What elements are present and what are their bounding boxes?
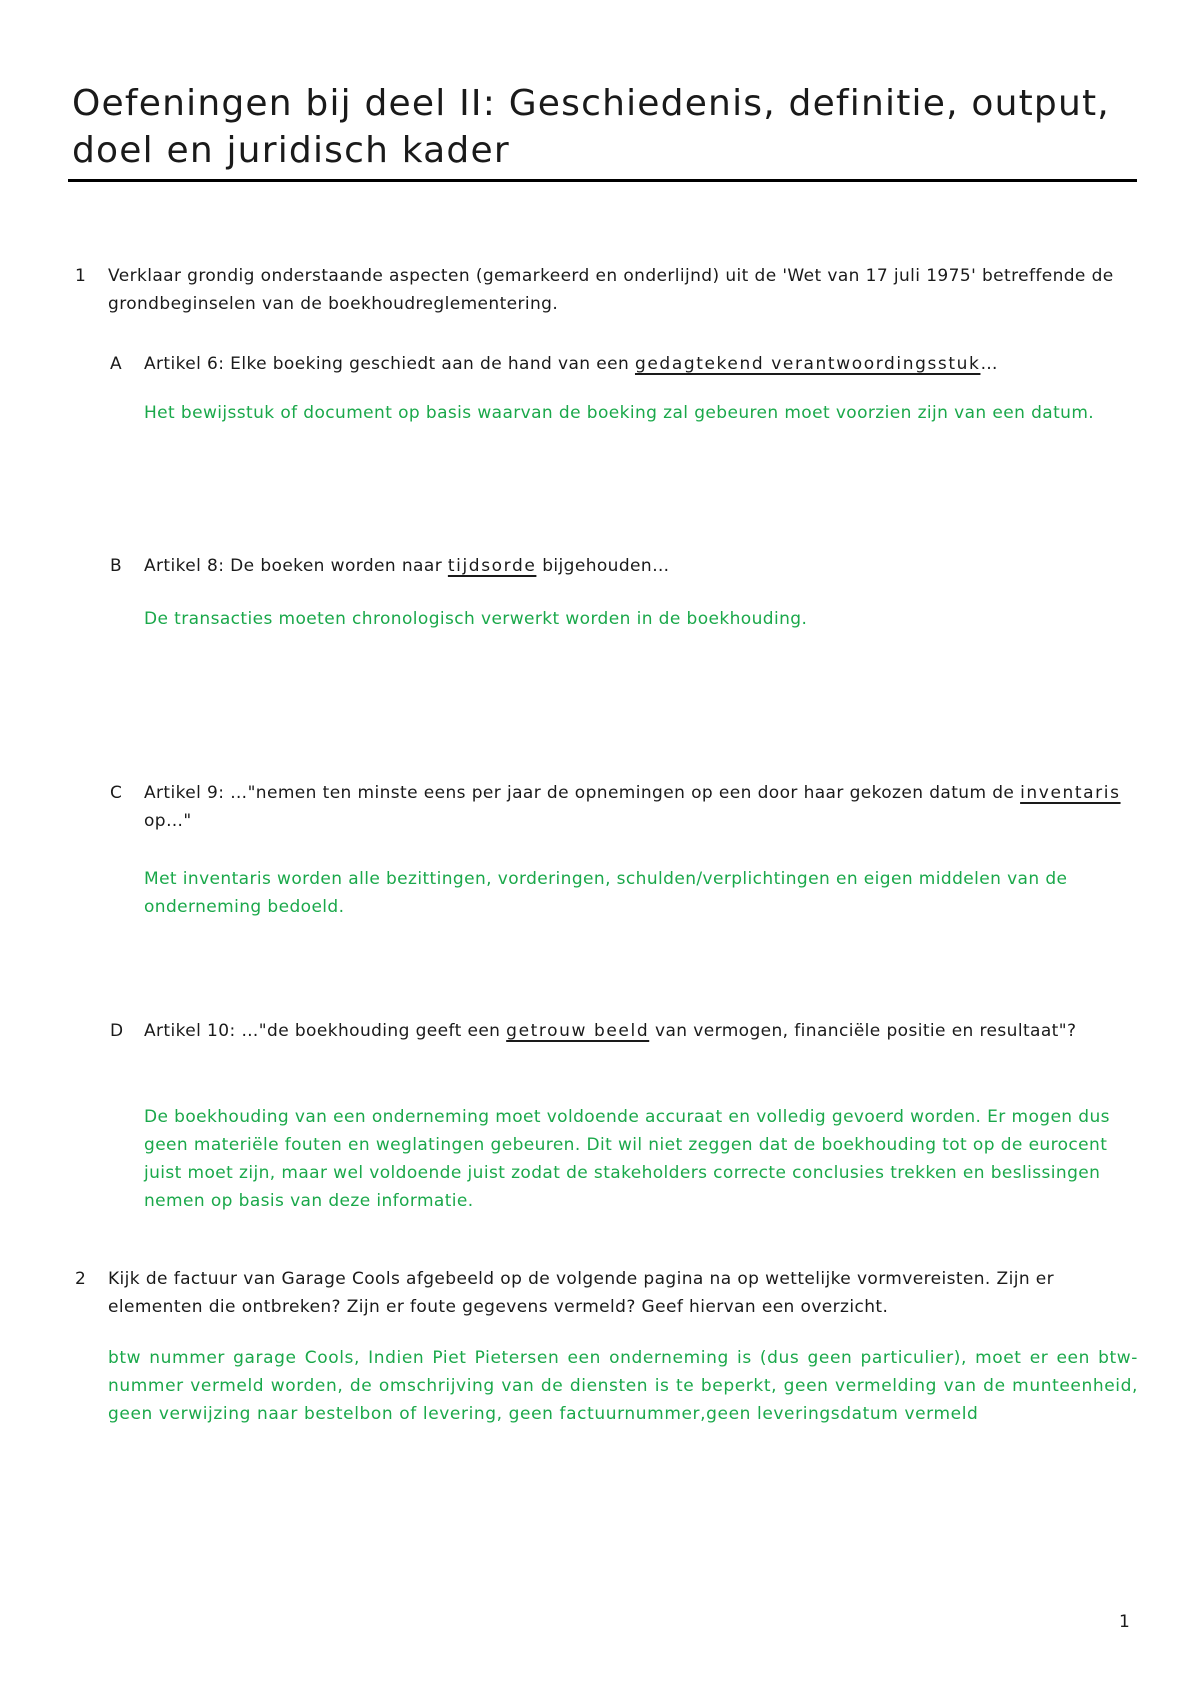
question-1-number: 1 xyxy=(75,266,86,286)
item-c-letter: C xyxy=(110,783,122,803)
item-d-letter: D xyxy=(110,1021,124,1041)
item-d-text-end: van vermogen, financiële positie en resultaat"? xyxy=(649,1021,1077,1041)
item-d-question xyxy=(144,1017,1139,1045)
item-b-question xyxy=(144,552,1139,580)
item-c-underlined-term: inventaris xyxy=(1020,783,1121,803)
item-a-underlined-term: gedagtekend verantwoordingsstuk xyxy=(634,354,981,374)
item-a-letter: A xyxy=(110,354,122,374)
question-2-text: Kijk de factuur van Garage Cools afgebeeld op de volgende pagina na op wettelijke vormvereisten. Zijn er elementen die ontbreken? Zijn er foute gegevens vermeld? Geef hiervan een overzicht. xyxy=(108,1269,1055,1317)
item-c-text-end: op…" xyxy=(144,811,192,831)
item-b-answer: De transacties moeten chronologisch verwerkt worden in de boekhouding. xyxy=(144,609,808,629)
item-d-underlined-term: getrouw beeld xyxy=(506,1021,650,1041)
item-d-answer: De boekhouding van een onderneming moet voldoende accuraat en volledig gevoerd worden. Er mogen dus geen materiële fouten en weglatingen gebeuren. Dit wil niet zeggen dat de boekhouding tot op de eurocent juist moet zijn, maar wel voldoende juist zodat de stakeholders correcte conclusies trekken en beslissingen nemen op basis van deze informatie. xyxy=(144,1107,1110,1211)
item-b-text: Artikel 8: De boeken worden naar xyxy=(144,556,448,576)
title-rule xyxy=(68,179,1137,182)
question-1-text: Verklaar grondig onderstaande aspecten (gemarkeerd en onderlijnd) uit de 'Wet van 17 juli 1975' betreffende de grondbeginselen van de boekhoudreglementering. xyxy=(108,266,1114,314)
item-c-text: Artikel 9: …"nemen ten minste eens per jaar de opnemingen op een door haar gekozen datum de xyxy=(144,783,1021,803)
item-a-text: Artikel 6: Elke boeking geschiedt aan de hand van een xyxy=(144,354,635,374)
item-a-answer: Het bewijsstuk of document op basis waarvan de boeking zal gebeuren moet voorzien zijn van een datum. xyxy=(144,403,1095,423)
question-2-answer: btw nummer garage Cools, Indien Piet Pietersen een onderneming is (dus geen particulier), moet er een btw-nummer vermeld worden, de omschrijving van de diensten is te beperkt, geen vermelding van de munteenheid, geen verwijzing naar bestelbon of levering, geen factuurnummer,geen leveringsdatum vermeld xyxy=(108,1348,1138,1424)
question-2-number: 2 xyxy=(75,1269,86,1289)
page-number: 1 xyxy=(1119,1612,1130,1632)
item-d-text: Artikel 10: …"de boekhouding geeft een xyxy=(144,1021,507,1041)
item-c-answer: Met inventaris worden alle bezittingen, vorderingen, schulden/verplichtingen en eigen middelen van de onderneming bedoeld. xyxy=(144,869,1068,917)
item-b-text-end: bijgehouden… xyxy=(536,556,670,576)
item-b-underlined-term: tijdsorde xyxy=(447,556,537,576)
item-b-letter: B xyxy=(110,556,122,576)
item-a-question xyxy=(144,350,1139,378)
item-c-question xyxy=(144,779,1139,835)
page-title: Oefeningen bij deel II: Geschiedenis, definitie, output, doel en juridisch kader xyxy=(72,83,1110,171)
item-a-text-end: … xyxy=(980,354,998,374)
